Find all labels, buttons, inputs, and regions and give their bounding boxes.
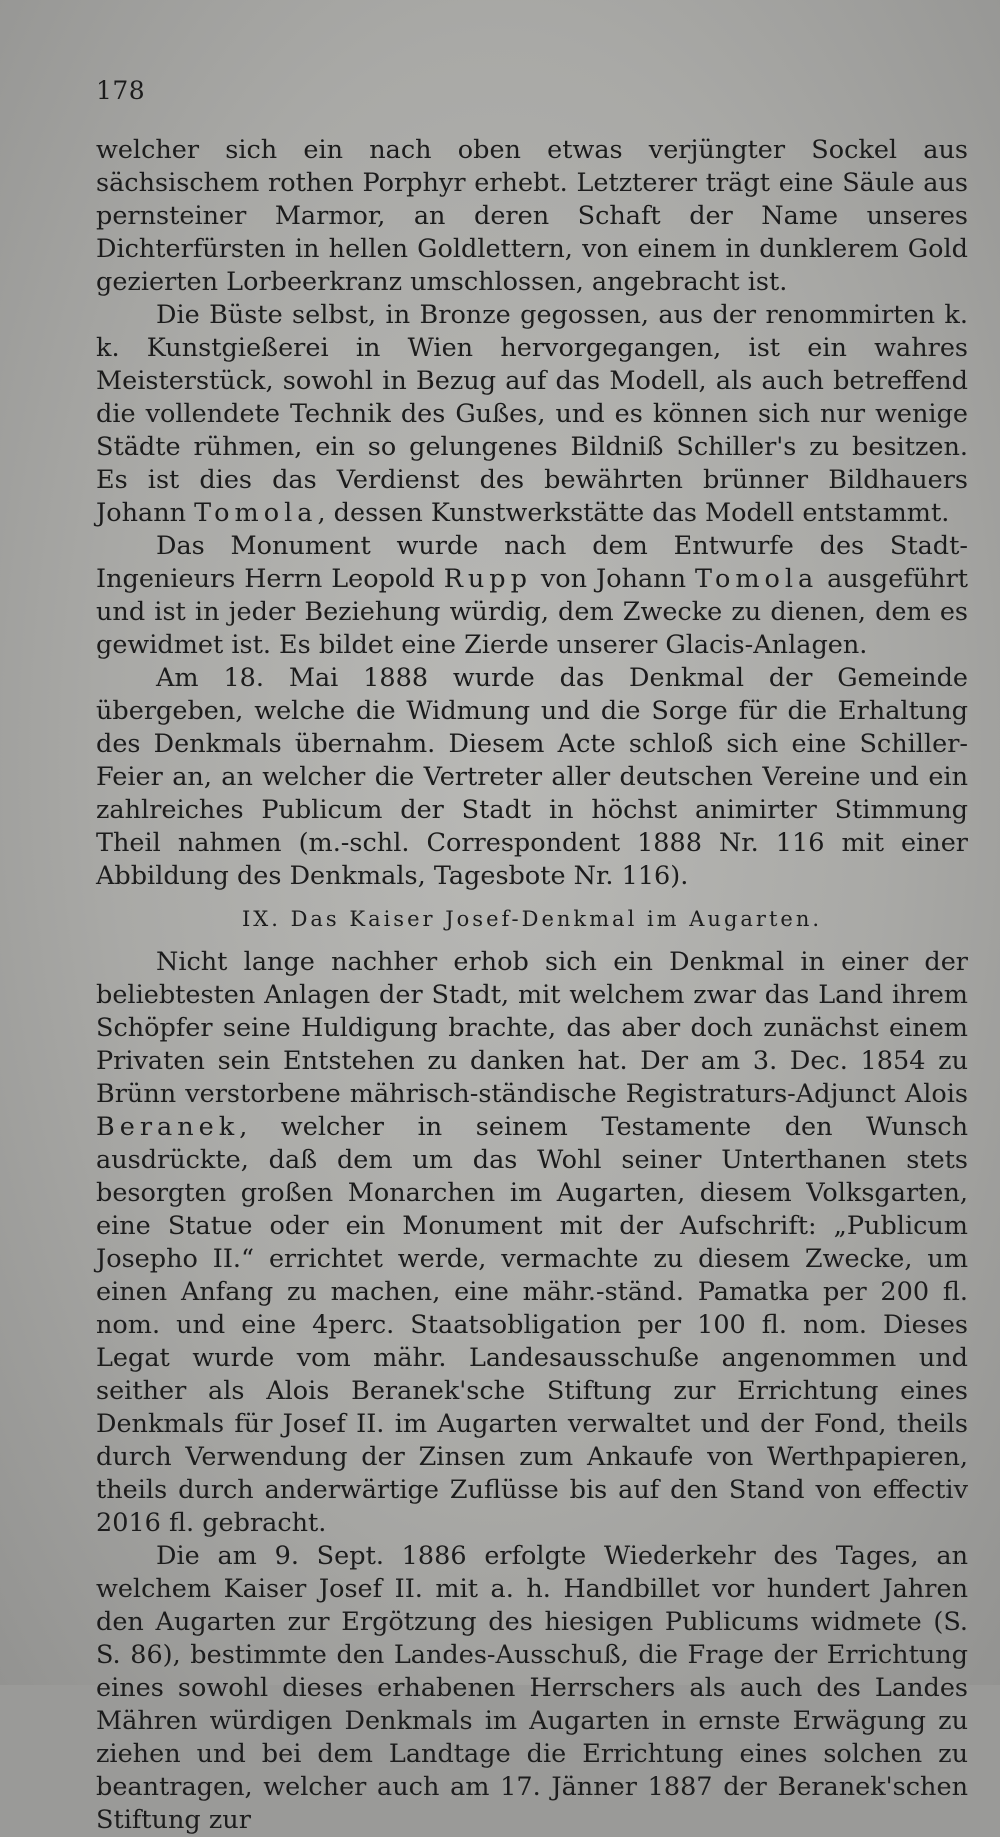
paragraph-6: Die am 9. Sept. 1886 erfolgte Wiederkehr des Tages, an welchem Kaiser Josef II. mit a. h. Handbillet vor hundert Jahren den Augarten zur Ergötzung des hiesigen Publicums widmete (S. S. 86), bestimmte den Landes-Ausschuß, die Frage der Errichtung eines sowohl dieses erhabenen Herrschers als auch des Landes Mähren würdigen Denkmals im Augarten in ernste Erwägung zu ziehen und bei dem Landtage die Errichtung eines solchen zu beantragen, welcher auch am 17. Jänner 1887 der Beranek'schen Stiftung zur	[96, 1541, 968, 1835]
paragraph-2-text-b: , dessen Kunstwerkstätte das Modell entstammt.	[317, 498, 950, 528]
page-number: 178	[96, 76, 146, 105]
paragraph-3-text-b: von Johann	[540, 564, 687, 594]
paragraph-1: welcher sich ein nach oben etwas verjüngter Sockel aus sächsischem rothen Porphyr erhebt. Letzterer trägt eine Säule aus pernsteiner Marmor, an deren Schaft der Name unseres Dichterfürsten in hellen Goldlettern, von einem in dunklerem Gold gezierten Lorbeerkranz umschlossen, angebracht ist.	[96, 135, 968, 297]
page-body	[96, 134, 968, 1837]
paragraph-3-text-c: ausgeführt und ist in jeder Beziehung würdig, dem Zwecke zu dienen, dem es gewidmet ist. Es bildet eine Zierde unserer Glacis-Anlagen.	[96, 564, 969, 660]
paragraph-3-text-a: Das Monument wurde nach dem Entwurfe des Stadt-Ingenieurs Herrn Leopold	[96, 531, 968, 594]
section-title: Das Kaiser Josef-Denkmal im Augarten.	[290, 907, 823, 931]
paragraph-5	[96, 946, 968, 1540]
paragraph-2-text-a: Die Büste selbst, in Bronze gegossen, aus der renommirten k. k. Kunstgießerei in Wien hervorgegangen, ist ein wahres Meisterstück, sowohl in Bezug auf das Modell, als auch betreffend die vollendete Technik des Gußes, und es können sich nur wenige Städte rühmen, ein so gelungenes Bildniß Schiller's zu besitzen. Es ist dies das Verdienst des bewährten brünner Bildhauers Johann	[96, 300, 968, 528]
paragraph-5-text-a: Nicht lange nachher erhob sich ein Denkmal in einer der beliebtesten Anlagen der Stadt, mit welchem zwar das Land ihrem Schöpfer seine Huldigung brachte, das aber doch zunächst einem Privaten sein Entstehen zu danken hat. Der am 3. Dec. 1854 zu Brünn verstorbene mährisch-ständische Registraturs-Adjunct Alois	[96, 947, 968, 1109]
paragraph-4: Am 18. Mai 1888 wurde das Denkmal der Gemeinde übergeben, welche die Widmung und die Sorge für die Erhaltung des Denkmals übernahm. Diesem Acte schloß sich eine Schiller-Feier an, an welcher die Vertreter aller deutschen Vereine und ein zahlreiches Publicum der Stadt in höchst animirter Stimmung Theil nahmen (m.-schl. Correspondent 1888 Nr. 116 mit einer Abbildung des Denkmals, Tagesbote Nr. 116).	[96, 663, 968, 891]
name-tomola: Tomola	[194, 498, 318, 528]
name-rupp: Rupp	[443, 564, 532, 594]
section-heading	[96, 903, 968, 936]
paragraph-2	[96, 299, 968, 530]
name-tomola-2: Tomola	[694, 564, 819, 594]
name-beranek: Beranek	[96, 1112, 240, 1142]
paragraph-3	[96, 530, 968, 662]
section-number: IX.	[241, 907, 281, 931]
paragraph-5-text-b: , welcher in seinem Testamente den Wunsch ausdrückte, daß dem um das Wohl seiner Unterthanen stets besorgten großen Monarchen im Augarten, diesem Volksgarten, eine Statue oder ein Monument mit der Aufschrift: „Publicum Josepho II.“ errichtet werde, vermachte zu diesem Zwecke, um einen Anfang zu machen, eine mähr.-ständ. Pamatka per 200 fl. nom. und eine 4perc. Staatsobligation per 100 fl. nom. Dieses Legat wurde vom mähr. Landesausschuße angenommen und seither als Alois Beranek'sche Stiftung zur Errichtung eines Denkmals für Josef II. im Augarten verwaltet und der Fond, theils durch Verwendung der Zinsen zum Ankaufe von Werthpapieren, theils durch anderwärtige Zuflüsse bis auf den Stand von effectiv 2016 fl. gebracht.	[96, 1112, 968, 1538]
